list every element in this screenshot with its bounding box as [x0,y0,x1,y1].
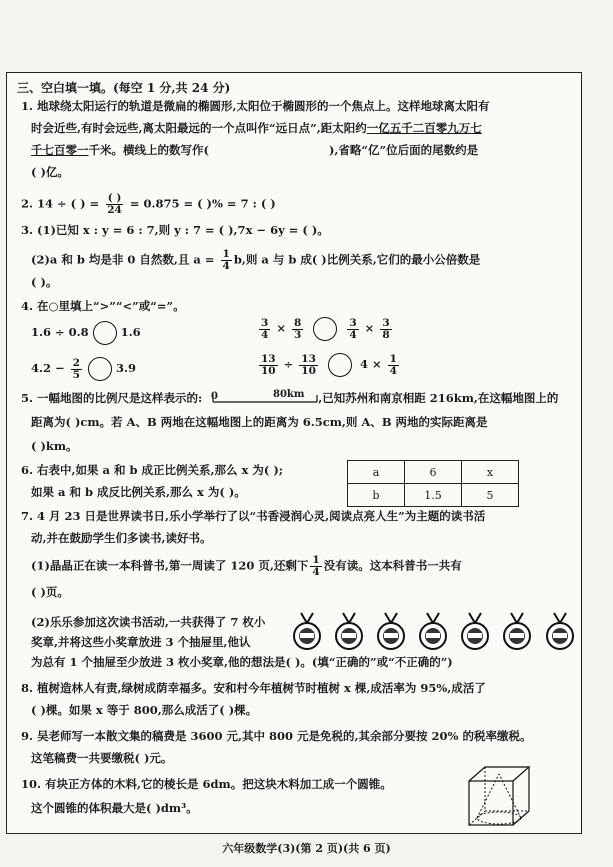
q7-line2: 动,并在鼓励学生们多读书,读好书。 [31,531,212,545]
medal-icon [375,611,407,651]
medal-icon [501,611,533,651]
table-row [348,484,519,507]
q6-line2: 如果 a 和 b 成反比例关系,那么 x 为( )。 [31,485,246,499]
q7-line1: 7. 4 月 23 日是世界读书日,乐小学举行了以“书香浸润心灵,阅读点亮人生”为主题的读书活 [21,509,486,523]
table-row [348,461,519,484]
worksheet-section [6,72,582,834]
q3-line1: 3. (1)已知 x : y = 6 : 7,则 y : 7 = ( ),7x − 6y = ( )。 [21,223,329,237]
q5-line3: ( )km。 [31,439,78,453]
q1-line1: 1. 地球绕太阳运行的轨道是微扁的椭圆形,太阳位于椭圆形的一个焦点上。这样地球离太阳有 [21,99,490,113]
q8-line1: 8. 植树造林人有责,绿树成荫幸福多。安和村今年植树节时植树 x 棵,成活率为 95%,成活了 [21,681,486,695]
page-footer: 六年级数学(3)(第 2 页)(共 6 页) [222,842,391,855]
q4-row1-right: $\frac{3}{4}$ × $\frac{8}{3}$ $\frac{3}{4}$ × $\frac{3}{8}$ [261,316,390,341]
q7-part1-line2: ( )页。 [31,585,69,599]
q10-line1: 10. 有块正方体的木料,它的棱长是 6dm。把这块木料加工成一个圆锥。 [21,777,392,791]
section-title: 三、空白填一填。(每空 1 分,共 24 分) [17,81,231,95]
q3-line3: ( )。 [31,275,58,289]
answer-circle[interactable] [88,357,112,381]
q3-line2: (2)a 和 b 均是非 0 自然数,且 a = $\frac{1}{4}$ b,则 a 与 b 成( )比例关系,它们的最小公倍数是 [31,248,481,272]
q4-row2-left: 4.2 − $\frac{2}{5}$ 3.9 [31,356,136,381]
cube-cone-figure [465,763,535,829]
q6-line1: 6. 右表中,如果 a 和 b 成正比例关系,那么 x 为( ); [21,463,284,477]
table-cell: x [462,461,519,484]
scale-80km: 80km [273,389,305,400]
q1-line4: ( )亿。 [31,165,69,179]
q1-line2: 时会近些,有时会远些,离太阳最远的一个点叫作“远日点”,距太阳约一亿五千二百零九万七 [31,121,482,135]
q7-part1-line1: (1)晶晶正在读一本科普书,第一周读了 120 页,还剩下 $\frac{1}{4}$ 没有读。这本科普书一共有 [31,554,462,578]
q9-line1: 9. 吴老师写一本散文集的稿费是 3600 元,其中 800 元是免税的,其余部分要按 20% 的税率缴税。 [21,729,532,743]
q2-line: 2. 14 ÷ ( ) = $\frac{( )}{24}$ = 0.875 = ( )% = 7 : ( ) [21,192,276,216]
medal-icon [544,611,576,651]
medal-icon [459,611,491,651]
q10-line2: 这个圆锥的体积最大是( )dm³。 [31,801,198,815]
table-cell: b [348,484,405,507]
medal-row [291,611,581,655]
q6-table [347,460,519,507]
q4-row1-left: 1.6 ÷ 0.8 1.6 [31,321,141,345]
q8-line2: ( )棵。如果 x 等于 800,那么成活了( )棵。 [31,703,258,717]
medal-icon [417,611,449,651]
table-cell: 6 [405,461,462,484]
scale-zero: 0 [211,391,218,402]
medal-icon [333,611,365,651]
medal-icon [291,611,323,651]
q4-row2-right: $\frac{13}{10}$ ÷ $\frac{13}{10}$ 4 × $\frac{1}{4}$ [261,352,397,377]
table-cell: a [348,461,405,484]
answer-circle[interactable] [93,321,117,345]
q7-part2-line2: 奖章,并将这些小奖章放进 3 个抽屉里,他认 [31,635,251,649]
q7-part2-line1: (2)乐乐参加这次读书活动,一共获得了 7 枚小 [31,615,266,629]
q7-part2-line3: 为总有 1 个抽屉至少放进 3 枚小奖章,他的想法是( )。(填“正确的”或“不正确的”) [31,655,453,669]
q5-line1: 5. 一幅地图的比例尺是这样表示的: ,已知苏州和南京相距 216km,在这幅地图上的 [21,391,559,405]
q4-title: 4. 在○里填上“>”“<”或“=”。 [21,299,185,313]
q5-line2: 距离为( )cm。若 A、B 两地在这幅地图上的距离为 6.5cm,则 A、B 两地的实际距离是 [31,415,488,429]
table-cell: 1.5 [405,484,462,507]
q9-line2: 这笔稿费一共要缴税( )元。 [31,751,173,765]
answer-circle[interactable] [328,353,352,377]
table-cell: 5 [462,484,519,507]
answer-circle[interactable] [313,317,337,341]
q1-line3: 千七百零一千米。横线上的数写作( ),省略“亿”位后面的尾数约是 [31,143,479,157]
